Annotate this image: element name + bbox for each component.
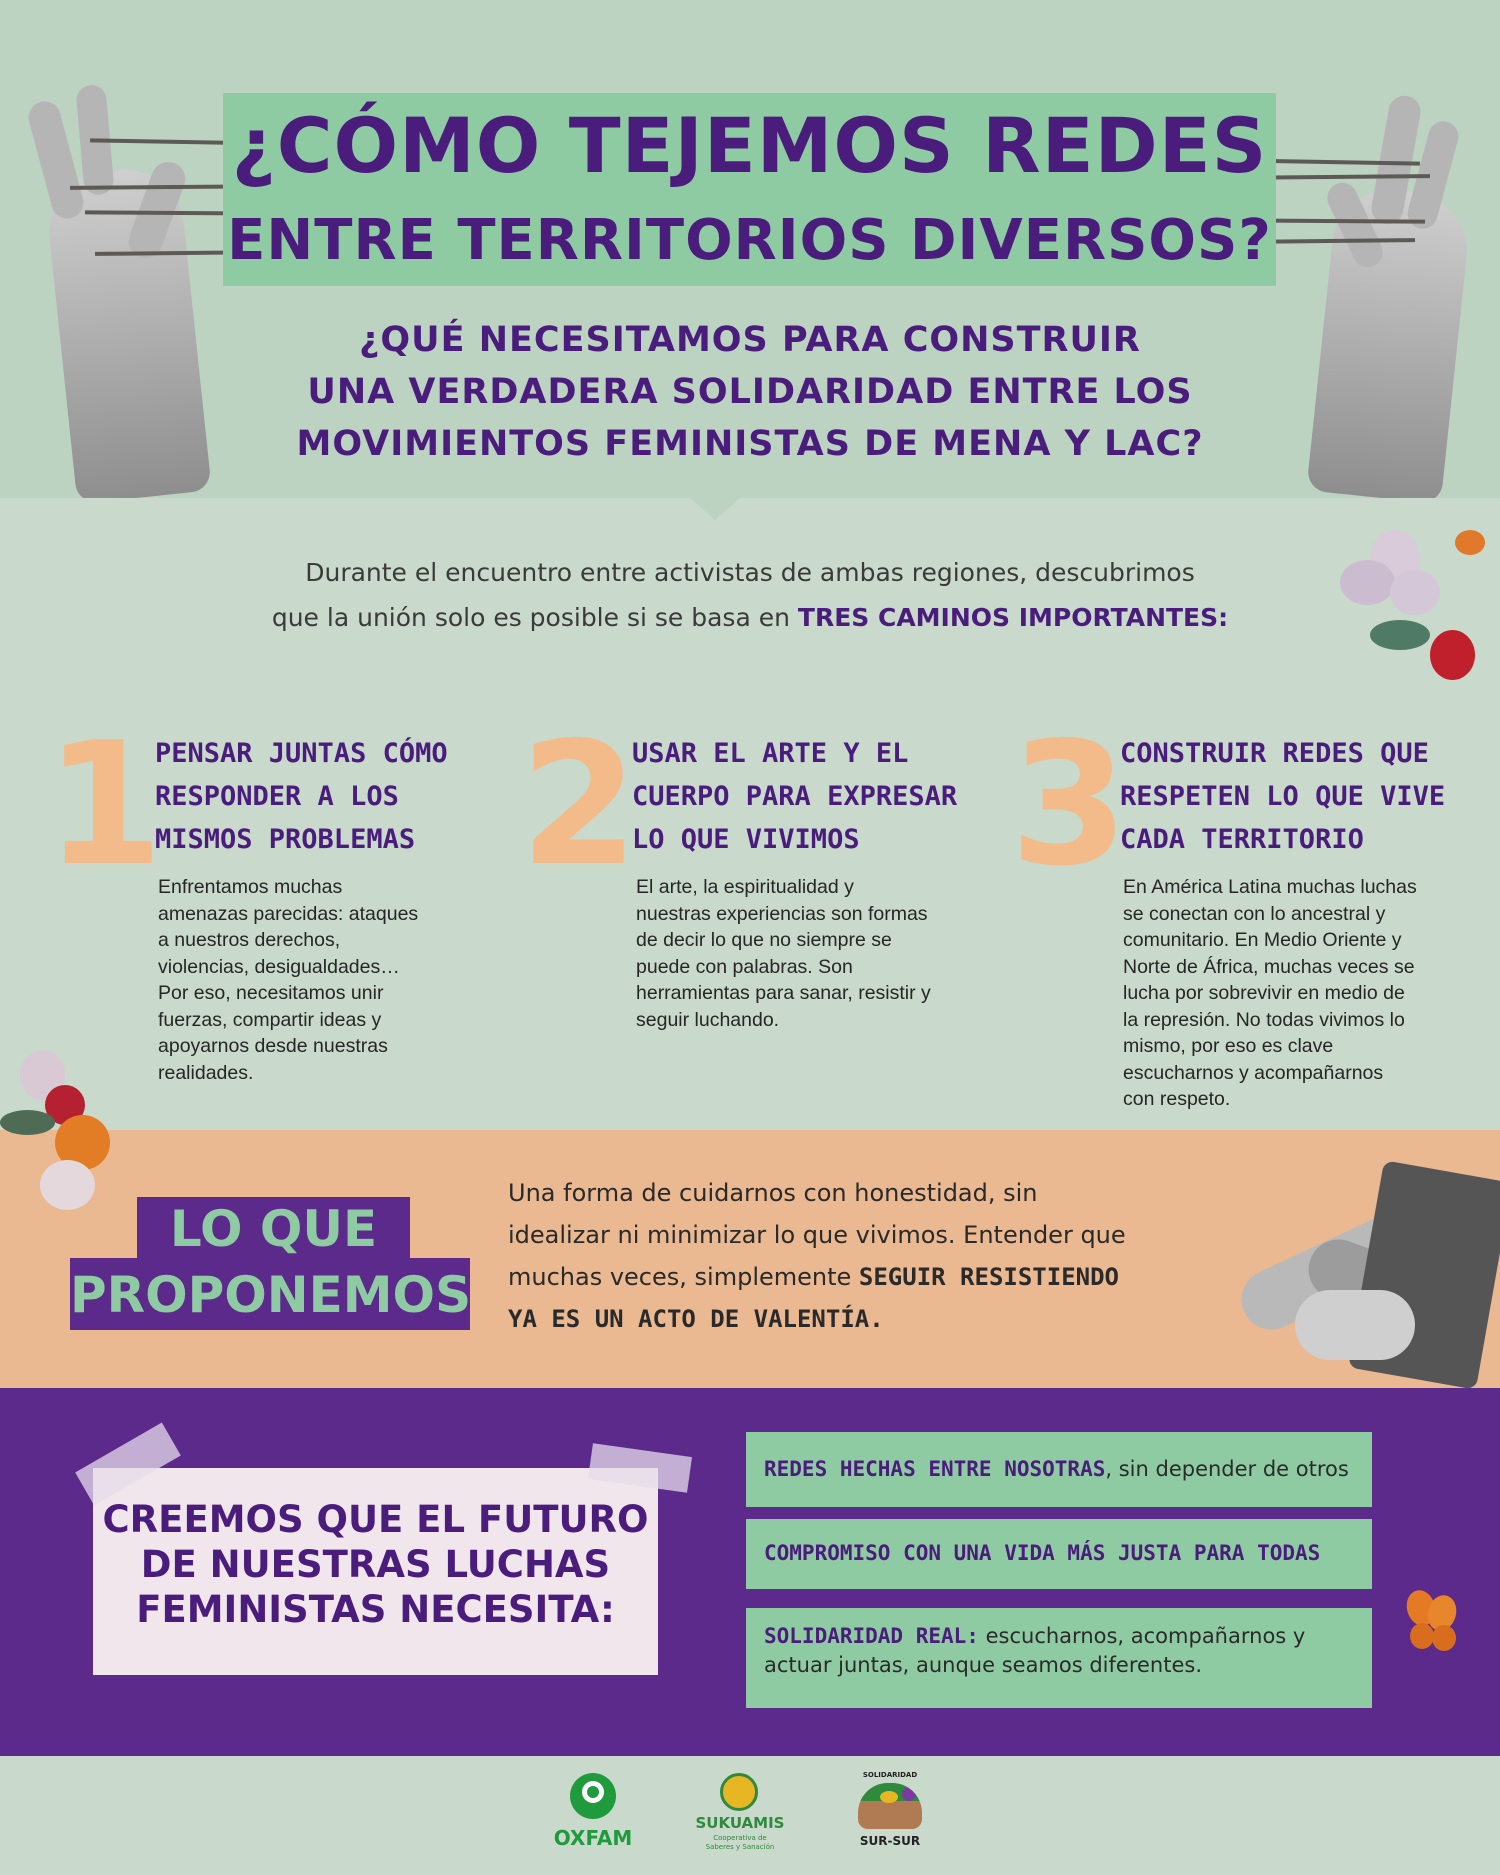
- sursur-logo-bottom: SUR-SUR: [859, 1834, 921, 1848]
- future-item-1: [764, 1455, 1364, 1484]
- body-line: con respeto.: [1123, 1088, 1231, 1110]
- body-line: violencias, desigualdades…: [158, 955, 400, 978]
- page-title-line1: ¿CÓMO TEJEMOS REDES: [231, 101, 1268, 190]
- path-body-3: [1123, 874, 1463, 1113]
- body-line: Norte de África, muchas veces se: [1123, 955, 1415, 978]
- propose-line-plain: muchas veces, simplemente: [508, 1263, 859, 1291]
- path-title-line: LO QUE VIVIMOS: [632, 824, 860, 855]
- future-item-strong: SOLIDARIDAD REAL:: [764, 1624, 979, 1648]
- future-item-strong: COMPROMISO CON UNA VIDA MÁS JUSTA PARA TODAS: [764, 1541, 1321, 1565]
- path-title-line: CONSTRUIR REDES QUE: [1120, 738, 1429, 769]
- body-line: nuestras experiencias son formas: [636, 902, 928, 925]
- oxfam-logo-text: OXFAM: [553, 1826, 633, 1850]
- propose-line: [508, 1256, 1128, 1298]
- sukuamis-logo-text: SUKUAMIS: [695, 1814, 785, 1832]
- propose-line-strong: SEGUIR RESISTIENDO: [858, 1263, 1119, 1291]
- flower-decoration: [1330, 520, 1490, 710]
- path-body-1: [158, 874, 458, 1086]
- path-number-3: 3: [1010, 706, 1129, 904]
- subtitle-line2: UNA VERDADERA SOLIDARIDAD ENTRE LOS: [307, 372, 1193, 412]
- propose-label-line2: PROPONEMOS: [70, 1266, 472, 1324]
- future-item-plain: , sin depender de otros: [1105, 1457, 1349, 1481]
- propose-line-strong: YA ES UN ACTO DE VALENTÍA.: [508, 1305, 884, 1333]
- body-line: mismo, por eso es clave: [1123, 1035, 1334, 1057]
- page-title-line2: ENTRE TERRITORIOS DIVERSOS?: [227, 208, 1272, 273]
- path-title-line: RESPETEN LO QUE VIVE: [1120, 781, 1446, 812]
- sukuamis-logo-icon: [720, 1773, 758, 1811]
- body-line: fuerzas, compartir ideas y: [158, 1008, 382, 1031]
- body-line: la represión. No todas vivimos lo: [1123, 1008, 1405, 1031]
- body-line: de decir lo que no siempre se: [636, 929, 892, 951]
- propose-label-line1: LO QUE: [169, 1200, 378, 1258]
- intro-line2: [0, 603, 1500, 632]
- path-title-1: [155, 732, 448, 861]
- future-title-line2: DE NUESTRAS LUCHAS: [140, 1543, 611, 1586]
- body-line: amenazas parecidas: ataques: [158, 902, 419, 925]
- body-line: apoyarnos desde nuestras: [158, 1035, 388, 1057]
- body-line: En América Latina muchas luchas: [1123, 876, 1417, 898]
- body-line: escucharnos y acompañarnos: [1123, 1061, 1384, 1084]
- section-notch: [690, 498, 740, 520]
- oxfam-logo-icon: [570, 1773, 616, 1819]
- header-section: [0, 0, 1500, 498]
- path-number-2: 2: [520, 706, 639, 904]
- future-item-plain: escucharnos, acompañarnos y: [978, 1624, 1306, 1648]
- propose-line: Una forma de cuidarnos con honestidad, sin: [508, 1179, 1038, 1207]
- sursur-logo-top: SOLIDARIDAD: [862, 1771, 918, 1779]
- body-line: a nuestros derechos,: [158, 929, 341, 951]
- path-title-2: [632, 732, 957, 861]
- path-title-line: MISMOS PROBLEMAS: [155, 824, 416, 855]
- intro-line2-strong: TRES CAMINOS IMPORTANTES:: [797, 603, 1229, 632]
- path-title-line: USAR EL ARTE Y EL: [632, 738, 909, 769]
- body-line: comunitario. En Medio Oriente y: [1123, 929, 1402, 951]
- propose-line: idealizar ni minimizar lo que vivimos. Entender que: [508, 1221, 1126, 1249]
- future-item-strong: REDES HECHAS ENTRE NOSOTRAS: [764, 1457, 1106, 1481]
- future-item-line: [764, 1622, 1364, 1651]
- intro-line1: Durante el encuentro entre activistas de ambas regiones, descubrimos: [305, 558, 1195, 587]
- path-title-line: CUERPO PARA EXPRESAR: [632, 781, 958, 812]
- butterfly-decoration: [1402, 1585, 1462, 1665]
- body-line: lucha por sobrevivir en medio de: [1123, 982, 1405, 1004]
- body-line: puede con palabras. Son: [636, 955, 853, 978]
- body-line: se conectan con lo ancestral y: [1123, 902, 1386, 925]
- future-title-line1: CREEMOS QUE EL FUTURO: [102, 1498, 649, 1541]
- holding-hands-image: [1215, 1130, 1500, 1388]
- path-title-3: [1120, 732, 1445, 861]
- subtitle-line1: ¿QUÉ NECESITAMOS PARA CONSTRUIR: [359, 320, 1141, 360]
- path-title-line: RESPONDER A LOS: [155, 781, 399, 812]
- body-line: Por eso, necesitamos unir: [158, 982, 384, 1004]
- body-line: Enfrentamos muchas: [158, 876, 343, 898]
- path-title-line: CADA TERRITORIO: [1120, 824, 1364, 855]
- sursur-logo-icon: [858, 1783, 922, 1829]
- body-line: El arte, la espiritualidad y: [636, 876, 854, 898]
- propose-body: [508, 1172, 1128, 1340]
- sukuamis-subtitle-2: Saberes y Sanación: [705, 1843, 775, 1851]
- path-body-2: [636, 874, 976, 1033]
- subtitle-line3: MOVIMIENTOS FEMINISTAS DE MENA Y LAC?: [296, 424, 1204, 464]
- future-item-line: actuar juntas, aunque seamos diferentes.: [764, 1653, 1203, 1677]
- body-line: seguir luchando.: [636, 1008, 780, 1031]
- intro-line2-plain: que la unión solo es posible si se basa en: [271, 603, 798, 632]
- path-number-1: 1: [45, 706, 164, 904]
- path-title-line: PENSAR JUNTAS CÓMO: [155, 738, 448, 769]
- future-item-2: [764, 1539, 1364, 1568]
- future-title-line3: FEMINISTAS NECESITA:: [136, 1588, 615, 1631]
- flower-butterfly-decoration: [0, 1040, 130, 1230]
- body-line: herramientas para sanar, resistir y: [636, 982, 931, 1004]
- future-item-3: [764, 1622, 1364, 1680]
- sukuamis-subtitle-1: Cooperativa de: [713, 1834, 767, 1842]
- body-line: realidades.: [158, 1061, 254, 1084]
